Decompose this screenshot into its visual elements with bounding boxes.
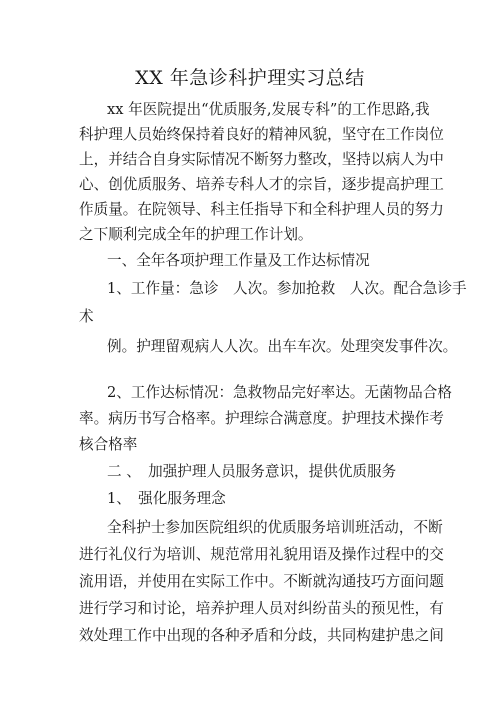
paragraph-line: 效处理工作中出现的各种矛盾和分歧，共同构建护患之间 (79, 627, 444, 644)
paragraph-line: 全科护士参加医院组织的优质服务培训班活动，不断 (107, 519, 443, 536)
paragraph-line: 流用语，并使用在实际工作中。不断就沟通技巧方面问题 (79, 573, 444, 590)
document-title: XX 年急诊科护理实习总结 (135, 67, 365, 89)
subsection-heading: 1、 强化服务理念 (107, 490, 226, 507)
paragraph-line: 核合格率 (79, 436, 138, 453)
paragraph-line: 例。护理留观病人人次。出车车次。处理突发事件次。 (107, 338, 458, 355)
paragraph-line: 科护理人员始终保持着良好的精神风貌，坚守在工作岗位 (79, 126, 444, 143)
paragraph-line: xx 年医院提出“优质服务,发展专科”的工作思路,我 (107, 101, 430, 118)
section-heading: 一、全年各项护理工作量及工作达标情况 (107, 252, 370, 269)
paragraph-line: 率。病历书写合格率。护理综合满意度。护理技术操作考 (79, 410, 444, 427)
paragraph-line: 上，并结合自身实际情况不断努力整改，坚持以病人为中 (79, 151, 444, 168)
paragraph-line: 之下顺利完成全年的护理工作计划。 (79, 226, 313, 243)
section-heading: 二 、 加强护理人员服务意识，提供优质服务 (107, 463, 397, 480)
paragraph-line: 进行学习和讨论，培养护理人员对纠纷苗头的预见性，有 (79, 600, 444, 617)
paragraph-line: 2、工作达标情况：急救物品完好率达。无菌物品合格 (107, 384, 452, 401)
paragraph-line: 作质量。在院领导、科主任指导下和全科护理人员的努力 (79, 201, 444, 218)
paragraph-line: 进行礼仪行为培训、规范常用礼貌用语及操作过程中的交 (79, 546, 444, 563)
paragraph-line: 术 (79, 308, 94, 325)
paragraph-line: 心、创优质服务、培养专科人才的宗旨，逐步提高护理工 (79, 176, 444, 193)
paragraph-line: 1、工作量：急诊 人次。参加抢救 人次。配合急诊手 (107, 280, 467, 297)
